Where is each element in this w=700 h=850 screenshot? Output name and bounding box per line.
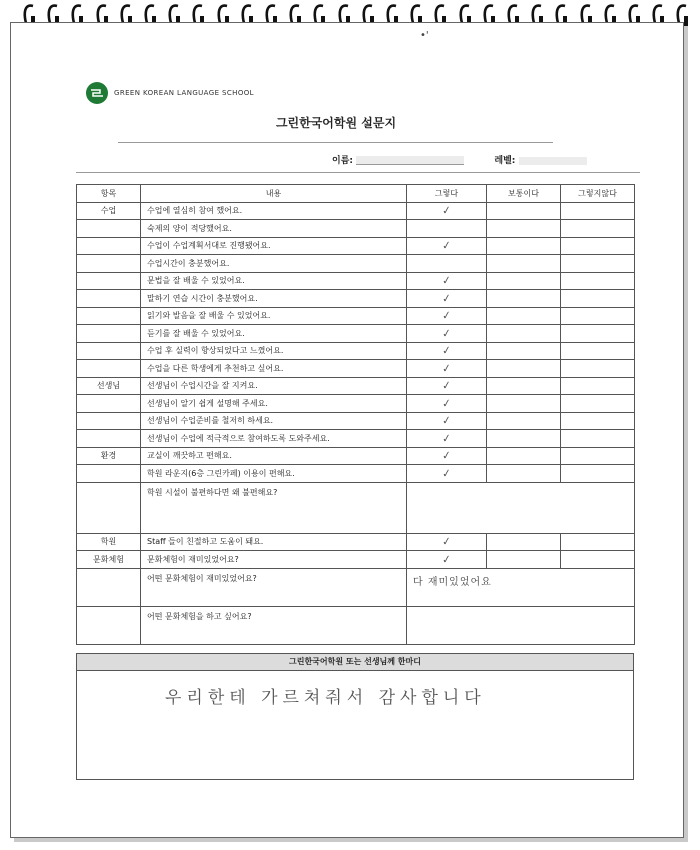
question-text: 듣기를 잘 배울 수 있었어요. [141,325,407,343]
free-answer-cell[interactable] [407,482,635,533]
table-header-row [77,185,635,203]
question-text: 말하기 연습 시간이 충분했어요. [141,290,407,308]
answer-no-cell[interactable] [561,551,635,569]
answer-neutral-cell[interactable] [487,325,561,343]
free-answer-cell[interactable] [407,606,635,644]
question-text: 선생님이 수업시간을 잘 지켜요. [141,377,407,395]
answer-neutral-cell[interactable] [487,395,561,413]
answer-no-cell[interactable] [561,377,635,395]
survey-table [76,184,635,645]
category-label: 수업 [77,202,141,220]
answer-no-cell[interactable] [561,533,635,551]
answer-neutral-cell[interactable] [487,272,561,290]
answer-no-cell[interactable] [561,395,635,413]
category-label: 환경 [77,447,141,465]
check-mark-icon: ✓ [441,413,452,428]
check-mark-icon: ✓ [441,203,452,218]
answer-neutral-cell[interactable] [487,237,561,255]
column-header: 그렇다 [407,185,487,203]
answer-no-cell[interactable] [561,325,635,343]
table-row [77,325,635,343]
answer-yes-cell[interactable] [407,412,487,430]
table-row [77,342,635,360]
category-label: 선생님 [77,377,141,395]
question-text: 수업시간이 충분했어요. [141,255,407,273]
question-text: 숙제의 양이 적당했어요. [141,220,407,238]
answer-yes-cell[interactable] [407,360,487,378]
category-label: 학원 [77,533,141,551]
answer-yes-cell[interactable] [407,272,487,290]
question-text: 학원 시설이 불편하다면 왜 불편해요? [141,482,407,533]
check-mark-icon: ✓ [441,378,452,393]
level-field[interactable] [519,157,587,165]
answer-no-cell[interactable] [561,412,635,430]
answer-neutral-cell[interactable] [487,255,561,273]
answer-neutral-cell[interactable] [487,307,561,325]
school-logo [86,82,254,104]
answer-yes-cell[interactable] [407,377,487,395]
answer-yes-cell[interactable] [407,202,487,220]
comment-section-title: 그린한국어학원 또는 선생님께 한마디 [76,653,634,671]
column-header: 그렇지않다 [561,185,635,203]
answer-yes-cell[interactable] [407,395,487,413]
top-mark: •' [420,30,429,41]
answer-yes-cell[interactable] [407,551,487,569]
table-row [77,220,635,238]
question-text: 문화체험이 재미있었어요? [141,551,407,569]
check-mark-icon: ✓ [441,291,452,306]
column-header: 내용 [141,185,407,203]
answer-no-cell[interactable] [561,202,635,220]
answer-neutral-cell[interactable] [487,551,561,569]
answer-no-cell[interactable] [561,237,635,255]
column-header: 보통이다 [487,185,561,203]
answer-neutral-cell[interactable] [487,533,561,551]
divider [118,142,553,143]
table-row [77,533,635,551]
question-text: 어떤 문화체험이 재미있었어요? [141,568,407,606]
table-row [77,237,635,255]
name-level-row [332,153,587,166]
question-text: 어떤 문화체험을 하고 싶어요? [141,606,407,644]
table-row [77,482,635,533]
check-mark-icon: ✓ [441,326,452,341]
table-row [77,551,635,569]
table-row [77,465,635,483]
answer-neutral-cell[interactable] [487,430,561,448]
answer-neutral-cell[interactable] [487,447,561,465]
table-row [77,412,635,430]
check-mark-icon: ✓ [441,466,452,481]
answer-no-cell[interactable] [561,342,635,360]
question-text: 선생님이 알기 쉽게 설명해 주세요. [141,395,407,413]
answer-yes-cell[interactable] [407,255,487,273]
answer-yes-cell[interactable] [407,342,487,360]
table-row [77,272,635,290]
table-row [77,290,635,308]
question-text: 수업 후 실력이 향상되었다고 느꼈어요. [141,342,407,360]
answer-no-cell[interactable] [561,307,635,325]
answer-yes-cell[interactable] [407,237,487,255]
table-row [77,447,635,465]
check-mark-icon: ✓ [441,238,452,253]
column-header: 항목 [77,185,141,203]
answer-neutral-cell[interactable] [487,290,561,308]
category-label: 문화체험 [77,551,141,569]
question-text: 수업을 다른 학생에게 추천하고 싶어요. [141,360,407,378]
answer-neutral-cell[interactable] [487,377,561,395]
answer-neutral-cell[interactable] [487,465,561,483]
check-mark-icon: ✓ [441,431,452,446]
check-mark-icon: ✓ [441,448,452,463]
table-row [77,377,635,395]
table-row [77,360,635,378]
question-text: 학원 라운지(6층 그린카페) 이용이 편해요. [141,465,407,483]
table-row [77,395,635,413]
name-field[interactable] [356,156,464,165]
answer-no-cell[interactable] [561,430,635,448]
answer-no-cell[interactable] [561,465,635,483]
school-name: GREEN KOREAN LANGUAGE SCHOOL [114,89,254,97]
handwritten-answer: 다 재미있었어요 [413,576,492,588]
answer-yes-cell[interactable] [407,307,487,325]
check-mark-icon: ✓ [441,273,452,288]
logo-emblem-icon [86,82,108,104]
table-row [77,307,635,325]
answer-no-cell[interactable] [561,447,635,465]
answer-neutral-cell[interactable] [487,220,561,238]
check-mark-icon: ✓ [441,308,452,323]
answer-neutral-cell[interactable] [487,202,561,220]
answer-yes-cell[interactable] [407,447,487,465]
answer-yes-cell[interactable] [407,325,487,343]
table-row [77,202,635,220]
table-row [77,255,635,273]
question-text: 수업이 수업계획서대로 진행됐어요. [141,237,407,255]
table-row [77,568,635,606]
answer-no-cell[interactable] [561,290,635,308]
check-mark-icon: ✓ [441,343,452,358]
check-mark-icon: ✓ [441,361,452,376]
level-label: 레벨: [494,156,516,166]
answer-yes-cell[interactable] [407,430,487,448]
page-title: 그린한국어학원 설문지 [275,116,397,130]
question-text: 수업에 열심히 참여 했어요. [141,202,407,220]
question-text: 읽기와 발음을 잘 배울 수 있었어요. [141,307,407,325]
answer-neutral-cell[interactable] [487,360,561,378]
check-mark-icon: ✓ [441,396,452,411]
answer-yes-cell[interactable] [407,220,487,238]
question-text: Staff 들이 친절하고 도움이 돼요. [141,533,407,551]
answer-neutral-cell[interactable] [487,342,561,360]
answer-yes-cell[interactable] [407,465,487,483]
divider [76,172,640,173]
handwritten-message: 우리한테 가르쳐줘서 감사합니다 [165,688,486,708]
table-row [77,430,635,448]
answer-neutral-cell[interactable] [487,412,561,430]
question-text: 문법을 잘 배울 수 있었어요. [141,272,407,290]
answer-no-cell[interactable] [561,360,635,378]
comment-box[interactable] [76,671,634,780]
table-row [77,606,635,644]
answer-no-cell[interactable] [561,255,635,273]
check-mark-icon: ✓ [441,552,452,567]
answer-yes-cell[interactable] [407,290,487,308]
answer-no-cell[interactable] [561,220,635,238]
answer-no-cell[interactable] [561,272,635,290]
answer-yes-cell[interactable] [407,533,487,551]
question-text: 교실이 깨끗하고 편해요. [141,447,407,465]
check-mark-icon: ✓ [441,534,452,549]
free-answer-cell[interactable] [407,568,635,606]
name-label: 이름: [332,156,353,166]
question-text: 선생님이 수업준비를 철저히 하세요. [141,412,407,430]
question-text: 선생님이 수업에 적극적으로 참여하도록 도와주세요. [141,430,407,448]
